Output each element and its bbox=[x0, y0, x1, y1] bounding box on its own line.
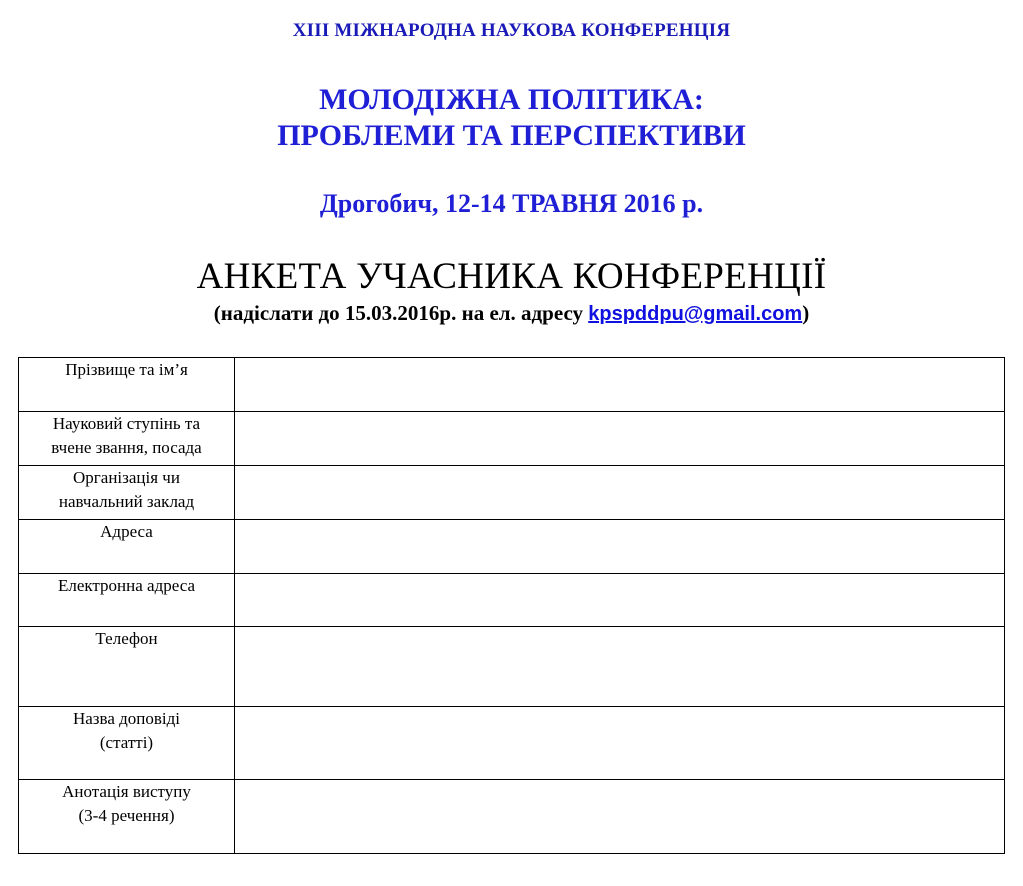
table-row bbox=[19, 466, 1005, 520]
form-title: АНКЕТА УЧАСНИКА КОНФЕРЕНЦІЇ bbox=[196, 256, 827, 297]
label-line: (статті) bbox=[99, 733, 154, 752]
table-row bbox=[19, 707, 1005, 780]
label-line: Науковий ступінь та bbox=[52, 414, 201, 433]
phone-field[interactable] bbox=[235, 627, 1005, 707]
conference-date-place: Дрогобич, 12-14 ТРАВНЯ 2016 р. bbox=[319, 189, 704, 218]
conference-title-line-1: МОЛОДІЖНА ПОЛІТИКА: bbox=[319, 83, 704, 116]
label-line: навчальний заклад bbox=[58, 492, 195, 511]
email-field[interactable] bbox=[235, 574, 1005, 627]
label-line: Назва доповіді bbox=[72, 709, 180, 728]
conference-title bbox=[0, 82, 1023, 154]
label-abstract bbox=[19, 780, 235, 854]
label-report-title bbox=[19, 707, 235, 780]
label-email bbox=[19, 574, 235, 627]
conference-number: XIII МІЖНАРОДНА НАУКОВА КОНФЕРЕНЦІЯ bbox=[292, 20, 731, 41]
label-line: Адреса bbox=[100, 522, 153, 541]
full-name-field[interactable] bbox=[235, 358, 1005, 412]
label-line: Телефон bbox=[95, 629, 158, 648]
label-line: Анотація виступу bbox=[62, 782, 191, 801]
address-field[interactable] bbox=[235, 520, 1005, 574]
table-row bbox=[19, 412, 1005, 466]
submission-note bbox=[0, 301, 1023, 326]
submission-note-prefix: (надіслати до 15.03.2016р. на ел. адресу bbox=[213, 301, 589, 325]
conference-title-line-2: ПРОБЛЕМИ ТА ПЕРСПЕКТИВИ bbox=[277, 119, 746, 152]
table-row bbox=[19, 358, 1005, 412]
table-row bbox=[19, 780, 1005, 854]
degree-position-field[interactable] bbox=[235, 412, 1005, 466]
label-line: вчене звання, посада bbox=[51, 438, 202, 457]
label-degree-position bbox=[19, 412, 235, 466]
email-link[interactable]: kpspddpu@gmail.com bbox=[588, 303, 803, 325]
report-title-field[interactable] bbox=[235, 707, 1005, 780]
label-line: (3-4 речення) bbox=[78, 806, 175, 825]
label-full-name bbox=[19, 358, 235, 412]
label-phone bbox=[19, 627, 235, 707]
submission-note-suffix: ) bbox=[802, 301, 810, 325]
label-line: Електронна адреса bbox=[57, 576, 196, 595]
abstract-field[interactable] bbox=[235, 780, 1005, 854]
participant-form-table bbox=[18, 357, 1005, 854]
table-row bbox=[19, 627, 1005, 707]
organization-field[interactable] bbox=[235, 466, 1005, 520]
label-organization bbox=[19, 466, 235, 520]
table-row bbox=[19, 520, 1005, 574]
label-line: Організація чи bbox=[73, 468, 180, 487]
table-row bbox=[19, 574, 1005, 627]
label-line: Прізвище та ім’я bbox=[65, 360, 188, 379]
label-address bbox=[19, 520, 235, 574]
